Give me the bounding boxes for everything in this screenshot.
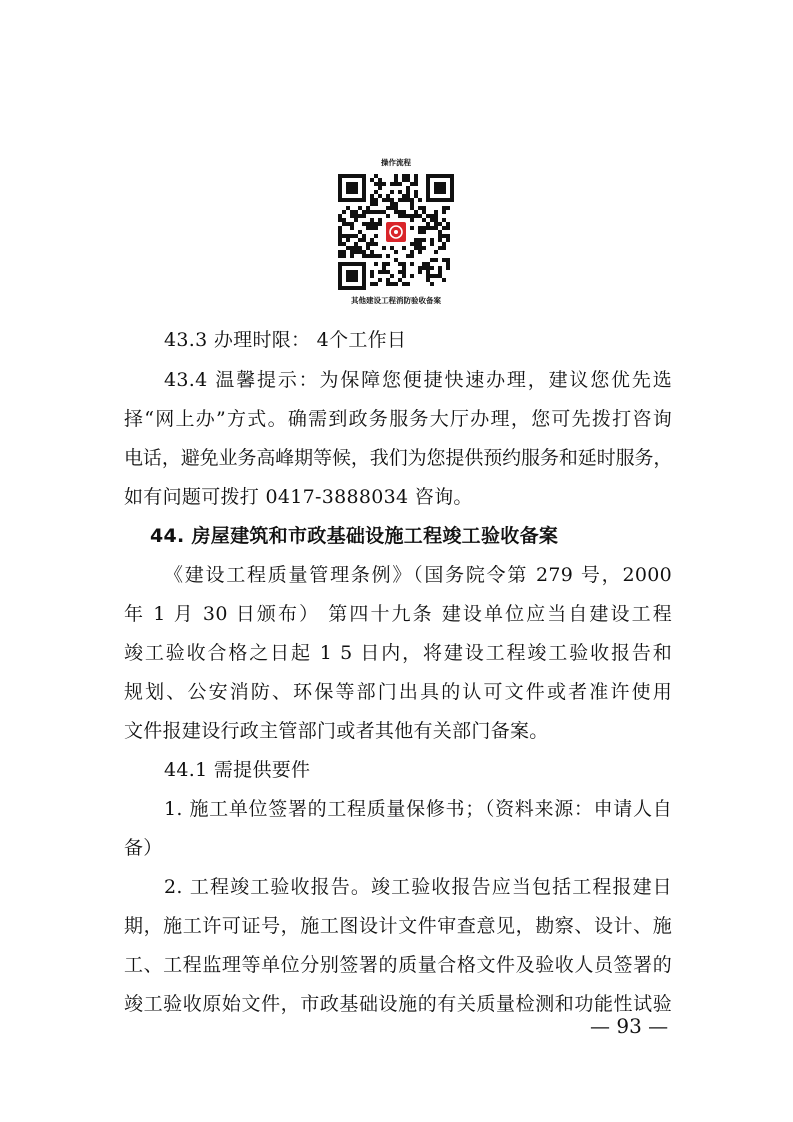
- page-number: — 93 —: [590, 1014, 669, 1038]
- item-1-line-2: 备）: [124, 837, 163, 859]
- item-2-line-2: 期，施工许可证号，施工图设计文件审查意见，勘察、设计、施: [124, 915, 672, 937]
- section-43-4-line-1: 43.4 温馨提示：为保障您便捷快速办理，建议您优先选: [164, 369, 672, 391]
- section-43-4-line-2: 择“网上办”方式。确需到政务服务大厅办理，您可先拨打咨询: [124, 408, 672, 430]
- section-44-heading: 44. 房屋建筑和市政基础设施工程竣工验收备案: [150, 525, 559, 547]
- law-line-4: 规划、公安消防、环保等部门出具的认可文件或者准许使用: [124, 681, 672, 703]
- qr-caption-bottom: 其他建设工程消防验收备案: [351, 296, 441, 305]
- item-2-line-1: 2. 工程竣工验收报告。竣工验收报告应当包括工程报建日: [164, 876, 672, 898]
- qr-finder-bottom-left: [338, 262, 366, 290]
- section-43-3: 43.3 办理时限： 4个工作日: [164, 329, 407, 351]
- item-2-line-4: 竣工验收原始文件，市政基础设施的有关质量检测和功能性试验: [124, 993, 672, 1015]
- law-line-3: 竣工验收合格之日起 1 5 日内，将建设工程竣工验收报告和: [124, 642, 672, 664]
- section-44-1: 44.1 需提供要件: [164, 759, 311, 781]
- item-1-line-1: 1. 施工单位签署的工程质量保修书；（资料来源：申请人自: [164, 798, 672, 820]
- qr-caption-top: 操作流程: [381, 158, 411, 167]
- item-2-line-3: 工、工程监理等单位分别签署的质量合格文件及验收人员签署的: [124, 954, 672, 976]
- qr-code-image: [334, 170, 458, 294]
- qr-center-logo-icon: [384, 220, 408, 244]
- section-43-4-line-4: 如有问题可拨打 0417-3888034 咨询。: [124, 486, 473, 508]
- qr-finder-top-right: [426, 174, 454, 202]
- law-line-1: 《建设工程质量管理条例》（国务院令第 279 号，2000: [164, 564, 672, 586]
- law-line-5: 文件报建设行政主管部门或者其他有关部门备案。: [124, 720, 549, 742]
- qr-finder-top-left: [338, 174, 366, 202]
- qr-code-block: [330, 158, 462, 306]
- law-line-2: 年 1 月 30 日颁布） 第四十九条 建设单位应当自建设工程: [124, 603, 672, 625]
- section-43-4-line-3: 电话，避免业务高峰期等候，我们为您提供预约服务和延时服务，: [124, 447, 672, 469]
